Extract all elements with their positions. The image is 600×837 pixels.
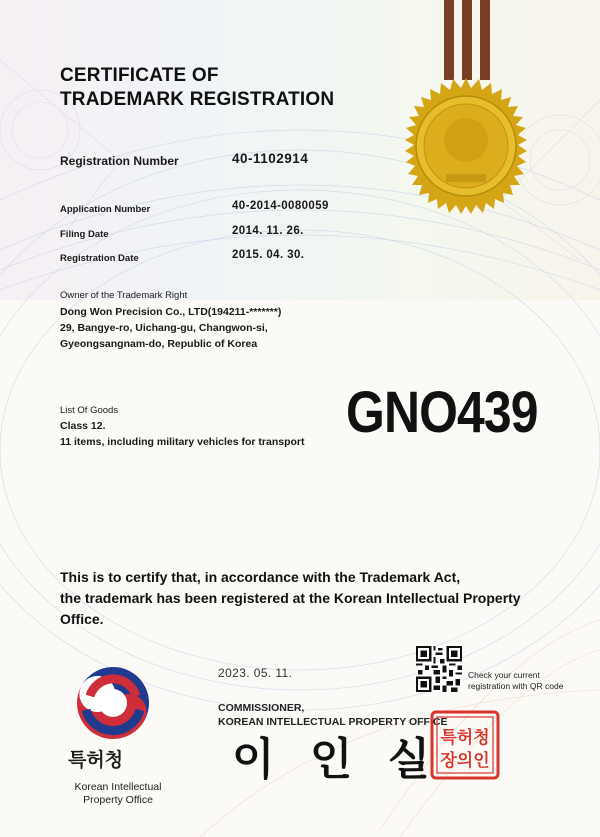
qr-code-icon[interactable] [416, 646, 462, 692]
registration-number-label: Registration Number [60, 154, 179, 168]
certificate-title [60, 64, 334, 112]
trademark-mark: GNO439 [346, 380, 538, 445]
title-line-1: CERTIFICATE OF [60, 65, 219, 86]
owner-label: Owner of the Trademark Right [60, 290, 188, 301]
issue-date: 2023. 05. 11. [218, 666, 293, 680]
official-red-seal-icon [430, 710, 500, 780]
ribbon [444, 0, 454, 80]
registration-number: 40-1102914 [232, 151, 309, 166]
office-name-english-2: Property Office [83, 794, 153, 806]
ribbon [480, 0, 490, 80]
owner-name: Dong Won Precision Co., LTD(194211-*******) [60, 306, 282, 318]
owner-address-2: Gyeongsangnam-do, Republic of Korea [60, 338, 258, 350]
svg-text:특허청: 특허청 [440, 728, 490, 748]
goods-items: 11 items, including military vehicles for transport [60, 436, 305, 448]
commissioner-line-1: COMMISSIONER, [218, 702, 305, 714]
goods-class: Class 12. [60, 420, 106, 432]
filing-date-label: Filing Date [60, 229, 109, 240]
title-line-2: TRADEMARK REGISTRATION [60, 89, 335, 110]
qr-caption-line-2: registration with QR code [468, 681, 564, 691]
registration-date-label: Registration Date [60, 253, 139, 264]
filing-date: 2014. 11. 26. [232, 225, 304, 237]
taeguk-emblem-icon [76, 666, 150, 740]
certify-line-1: This is to certify that, in accordance with the Trademark Act, [60, 569, 461, 585]
ribbon [462, 0, 472, 80]
svg-text:장의인: 장의인 [440, 751, 490, 771]
office-name-english-1: Korean Intellectual [74, 781, 162, 793]
office-name-korean: 특허청 [68, 750, 124, 771]
svg-text:이 인 실: 이 인 실 [232, 734, 441, 785]
registration-date: 2015. 04. 30. [232, 249, 305, 261]
application-number: 40-2014-0080059 [232, 200, 329, 212]
qr-caption-line-1: Check your current [468, 670, 540, 680]
office-name-english [58, 781, 178, 807]
commissioner-title [218, 701, 447, 729]
qr-caption [468, 670, 563, 692]
certify-line-2: the trademark has been registered at the Korean Intellectual Property [60, 590, 521, 606]
certify-line-3: Office. [60, 611, 104, 627]
certify-statement [60, 567, 580, 630]
commissioner-signature [232, 728, 441, 786]
goods-label: List Of Goods [60, 405, 119, 416]
owner-address-1: 29, Bangye-ro, Uichang-gu, Changwon-si, [60, 322, 268, 334]
application-number-label: Application Number [60, 204, 151, 215]
commissioner-line-2: KOREAN INTELLECTUAL PROPERTY OFFICE [218, 716, 448, 728]
owner-block [60, 304, 281, 352]
gold-seal-icon [396, 76, 536, 216]
